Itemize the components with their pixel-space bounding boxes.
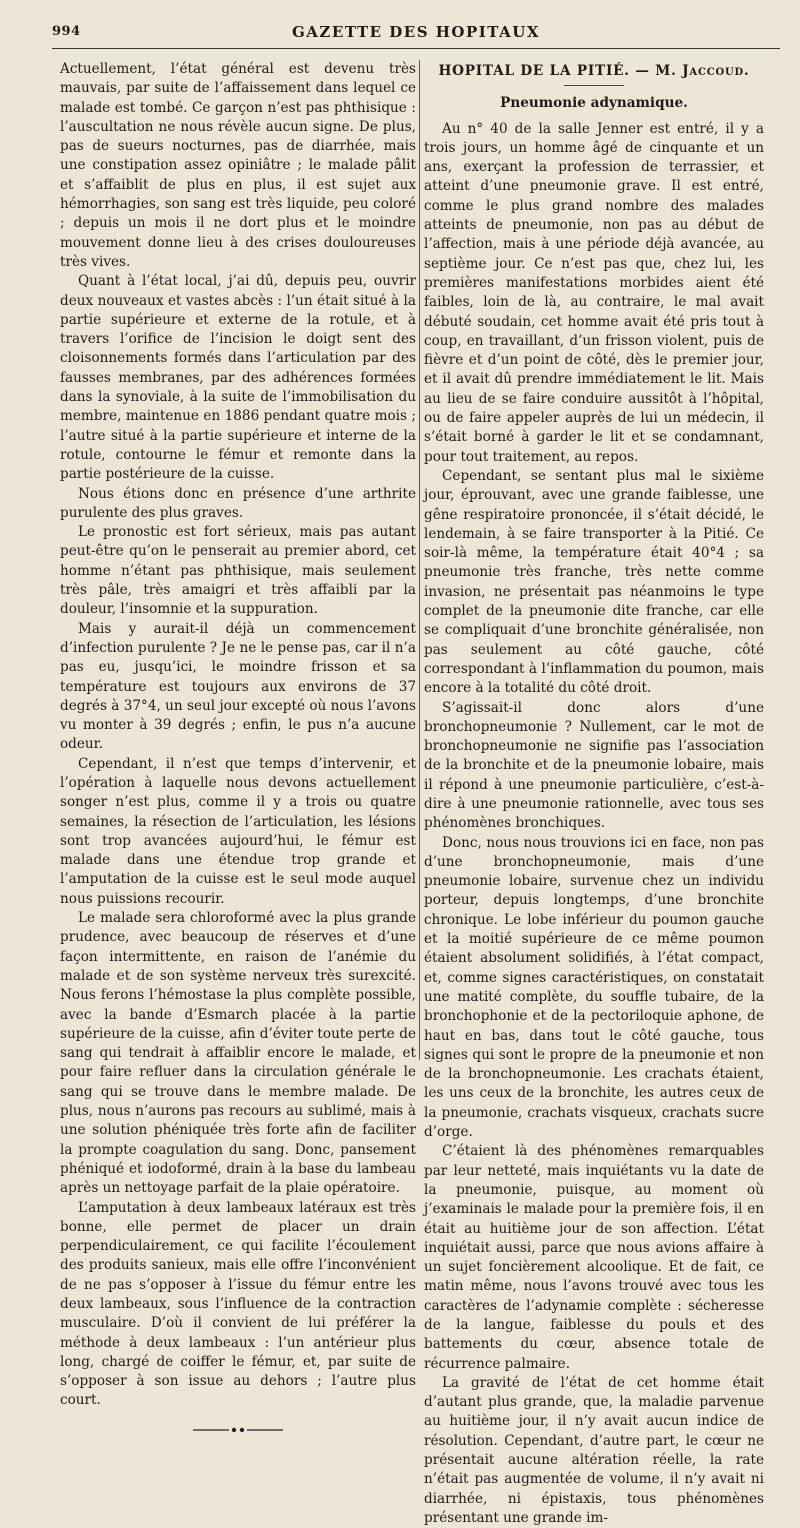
left-column [60,60,416,1440]
paragraph: L’amputation à deux lambeaux latéraux est très bonne, elle permet de placer un drain perpendiculairement, ce qui facilite l’écoulement des produits sanieux, mais elle offre l’inconvénient de ne pas s’opposer à l’issue du fémur entre les deux lambeaux, sous l’influence de la contraction musculaire. D’où il convient de lui préférer la méthode à deux lambeaux : l’un antérieur plus long, chargé de coiffer le fémur, et, par suite de s’opposer à son issue au dehors ; l’autre plus court. [60,1199,416,1409]
ornament-rule-icon [193,1426,283,1434]
paragraph: Nous étions donc en présence d’une arthrite purulente des plus graves. [60,485,416,521]
paragraph: Quant à l’état local, j’ai dû, depuis peu, ouvrir deux nouveaux et vastes abcès : l’un était situé à la partie supérieure et externe de la rotule, et à travers l’orifice de l’incision le doigt sent des cloisonnements formés dans l’articulation par des fausses membranes, par des adhérences formées dans la synoviale, à la suite de l’immobilisation du membre, maintenue en 1886 pendant quatre mois ; l’autre situé à la partie supérieure et interne de la rotule, contourne le fémur et remonte dans la partie postérieure de la cuisse. [60,273,416,483]
paragraph: Le malade sera chloroformé avec la plus grande prudence, avec beaucoup de réserves et d’une façon intermittente, en raison de l’anémie du malade et de son système nerveux très surexcité. Nous ferons l’hémostase la plus complète possible, avec la bande d’Esmarch placée à la partie supérieure de la cuisse, afin d’éviter toute perte de sang qui tendrait à affaiblir encore le malade, et pour faire refluer dans la circulation générale le sang qui se trouve dans le membre malade. De plus, nous n’aurons pas recours au sublimé, mais à une solution phéniquée très forte afin de faciliter la prompte coagulation du sang. Donc, pansement phéniqué et iodoformé, drain à la base du lambeau après un nettoyage parfait de la plaie opératoire. [60,910,416,1197]
paragraph: Au n° 40 de la salle Jenner est entré, il y a trois jours, un homme âgé de cinquante et un ans, exerçant la profession de terrassier, et atteint d’une pneumonie grave. Il est entré, comme le plus grand nombre des malades atteints de pneumonie, non pas au début de l’affection, mais à une période déjà avancée, au septième jour. Ce n’est pas que, chez lui, les premières manifestations morbides aient été faibles, loin de là, au contraire, le mal avait débuté soudain, cet homme avait été pris tout à coup, en travaillant, d’un frisson violent, puis de fièvre et d’un point de côté, dès le premier jour, et il avait dû prendre immédiatement le lit. Mais au lieu de se faire conduire aussitôt à l’hôpital, ou de faire appeler auprès de lui un médecin, il s’était borné à garder le lit et se condamnant, pour tout traitement, au repos. [424,120,764,465]
page-number: 994 [52,24,81,39]
paragraph: Le pronostic est fort sérieux, mais pas autant peut-être qu’on le penserait au premier abord, cet homme n’étant pas phthisique, mais seulement très pâle, très amaigri et très affaibli par la douleur, l’insomnie et la suppuration. [60,524,416,618]
page-header [52,18,780,46]
end-ornament [60,1421,416,1440]
section-rule [564,85,624,86]
paragraph: Donc, nous nous trouvions ici en face, non pas d’une bronchopneumonie, mais d’une pneumonie lobaire, survenue chez un individu porteur, depuis longtemps, d’une bronchite chronique. Le lobe inférieur du poumon gauche et la moitié supérieure de ce même poumon étaient absolument solidifiés, à l’état compact, et, comme signes caractéristiques, on constatait une matité complète, du souffle tubaire, de la bronchophonie et de la pectoriloquie aphone, de haut en bas, dans tout le côté gauche, tous signes qui sont le propre de la pneumonie et non de la bronchopneumonie. Les crachats étaient, les uns ceux de la bronchite, les autres ceux de la pneumonie, crachats visqueux, crachats sucre d’orge. [424,834,764,1141]
paragraph: Mais y aurait-il déjà un commencement d’infection purulente ? Je ne le pense pas, car il n’a pas eu, jusqu’ici, le moindre frisson et sa température est toujours aux environs de 37 degrés à 37°4, un seul jour excepté où nous l’avons vu monter à 39 degrés ; enfin, le pus n’a aucune odeur. [60,620,416,753]
paragraph: La gravité de l’état de cet homme était d’autant plus grande, que, la maladie parvenue au huitième jour, il n’y avait aucun indice de résolution. Cependant, d’autre part, le cœur ne présentait aucune altération réelle, la rate n’était pas augmentée de volume, il n’y avait ni diarrhée, ni épistaxis, tous phénomènes présentant une grande im- [424,1374,764,1526]
article-title: Pneumonie adynamique. [500,95,688,112]
paragraph: Cependant, il n’est que temps d’intervenir, et l’opération à laquelle nous devons actuellement songer n’est plus, comme il y a trois ou quatre semaines, la résection de l’articulation, les lésions sont trop avancées aujourd’hui, le fémur est malade dans une étendue trop grande et l’amputation de la cuisse est le seul mode auquel nous puissions recourir. [60,755,416,907]
paragraph: Actuellement, l’état général est devenu très mauvais, par suite de l’affaissement dans lequel ce malade est tombé. Ce garçon n’est pas phthisique : l’auscultation ne nous révèle aucun signe. De plus, pas de sueurs nocturnes, pas de diarrhée, mais une constipation assez opiniâtre ; le malade pâlit et s’affaiblit de plus en plus, il est sujet aux hémorrhagies, son sang est très liquide, peu coloré ; depuis un mois il ne dort plus et le moindre mouvement donne lieu à des crises douloureuses très vives. [60,61,416,270]
paragraph: Cependant, se sentant plus mal le sixième jour, éprouvant, avec une grande faiblesse, une gêne respiratoire prononcée, il s’était décidé, le lendemain, à se faire transporter à la Pitié. Ce soir-là même, la température était 40°4 ; sa pneumonie très franche, très nette comme invasion, ne présentait pas néanmoins le type complet de la pneumonie dite franche, car elle se compliquait d’une bronchite généralisée, non pas seulement au côté gauche, côté correspondant à l’inflammation du poumon, mais encore à la totalité du côté droit. [424,467,764,697]
paragraph: S’agissait-il donc alors d’une bronchopneumonie ? Nullement, car le mot de bronchopneumonie ne signifie pas l’association de la bronchite et de la pneumonie lobaire, mais il répond à une pneumonie particulière, c’est-à-dire à une pneumonie rationnelle, avec tous ses phénomènes bronchiques. [424,699,764,832]
column-divider [419,60,420,1060]
section-heading-name: M. Jaccoud. [655,63,750,79]
paragraph: C’étaient là des phénomènes remarquables par leur netteté, mais inquiétants vu la date de la pneumonie, puisque, au moment où j’examinais le malade pour la première fois, il en était au huitième jour de son affection. L’état inquiétait aussi, parce que nous avions affaire à un sujet foncièrement alcoolique. Et de fait, ce matin même, nous l’avons trouvé avec tous les caractères de l’adynamie complète : sécheresse de la langue, faiblesse du pouls et des battements du cœur, absence totale de récurrence palmaire. [424,1143,764,1372]
right-column [424,60,764,1528]
section-heading [424,62,764,81]
section-heading-hospital: HOPITAL DE LA PITIÉ. — [438,63,650,79]
header-rule [52,48,780,49]
journal-title: GAZETTE DES HOPITAUX [291,23,540,41]
